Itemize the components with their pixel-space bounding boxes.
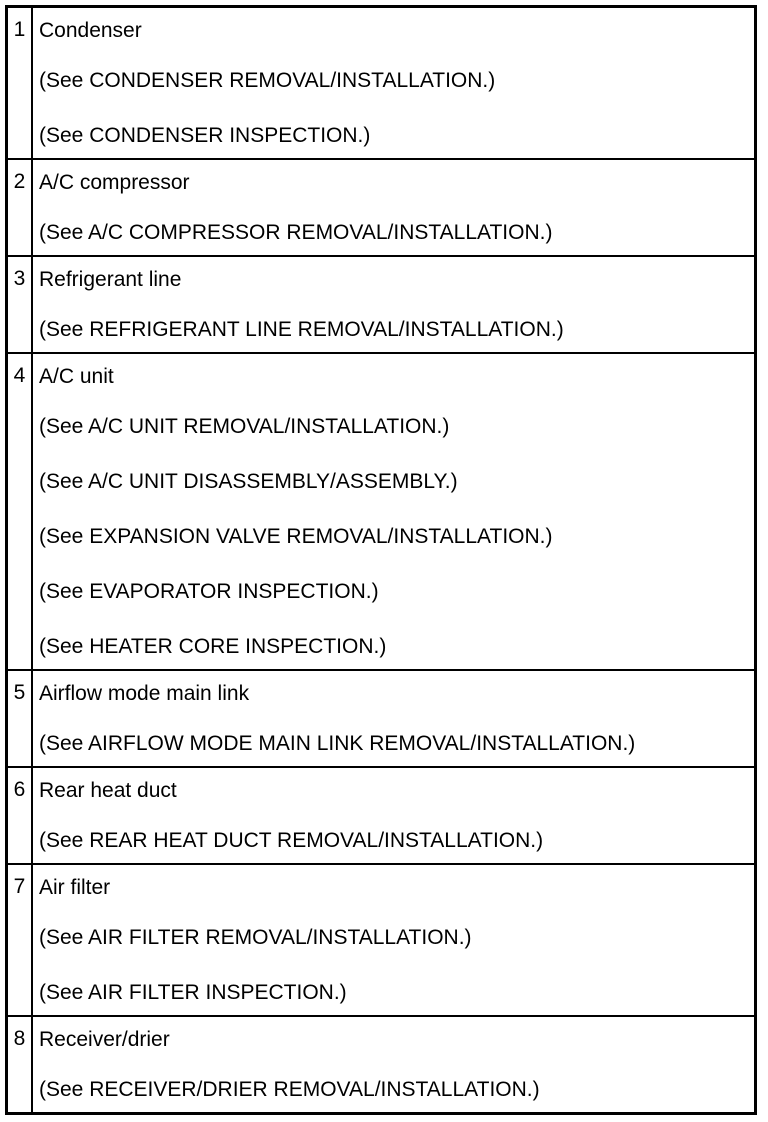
item-title: Refrigerant line bbox=[39, 268, 182, 291]
table-row bbox=[8, 1015, 754, 1112]
item-number: 5 bbox=[8, 671, 33, 766]
item-content bbox=[33, 1017, 754, 1112]
item-number: 4 bbox=[8, 354, 33, 669]
item-title: Airflow mode main link bbox=[39, 682, 250, 705]
item-number: 6 bbox=[8, 768, 33, 863]
table-row bbox=[8, 255, 754, 352]
procedure-reference: (See REFRIGERANT LINE REMOVAL/INSTALLATION.) bbox=[39, 318, 564, 341]
procedure-reference: (See A/C COMPRESSOR REMOVAL/INSTALLATION.) bbox=[39, 221, 553, 244]
item-content bbox=[33, 671, 754, 766]
procedure-reference: (See EVAPORATOR INSPECTION.) bbox=[39, 580, 379, 603]
table-row bbox=[8, 158, 754, 255]
table-row bbox=[8, 8, 754, 158]
procedure-reference: (See CONDENSER INSPECTION.) bbox=[39, 124, 371, 147]
procedure-reference: (See EXPANSION VALVE REMOVAL/INSTALLATION.) bbox=[39, 525, 553, 548]
item-content bbox=[33, 768, 754, 863]
item-title: Condenser bbox=[39, 19, 142, 42]
procedure-reference: (See RECEIVER/DRIER REMOVAL/INSTALLATION.) bbox=[39, 1078, 540, 1101]
item-content bbox=[33, 257, 754, 352]
item-title: A/C compressor bbox=[39, 171, 190, 194]
table-row bbox=[8, 766, 754, 863]
item-content bbox=[33, 865, 754, 1015]
procedure-reference: (See REAR HEAT DUCT REMOVAL/INSTALLATION.) bbox=[39, 829, 544, 852]
item-title: Receiver/drier bbox=[39, 1028, 170, 1051]
procedure-reference: (See CONDENSER REMOVAL/INSTALLATION.) bbox=[39, 69, 496, 92]
table-row bbox=[8, 352, 754, 669]
procedure-reference: (See A/C UNIT REMOVAL/INSTALLATION.) bbox=[39, 415, 450, 438]
item-title: Rear heat duct bbox=[39, 779, 177, 802]
procedure-reference: (See A/C UNIT DISASSEMBLY/ASSEMBLY.) bbox=[39, 470, 458, 493]
item-title: Air filter bbox=[39, 876, 111, 899]
procedure-reference: (See HEATER CORE INSPECTION.) bbox=[39, 635, 387, 658]
item-number: 8 bbox=[8, 1017, 33, 1112]
item-number: 7 bbox=[8, 865, 33, 1015]
item-number: 3 bbox=[8, 257, 33, 352]
table-row bbox=[8, 669, 754, 766]
item-content bbox=[33, 354, 754, 669]
item-number: 2 bbox=[8, 160, 33, 255]
procedure-reference: (See AIR FILTER REMOVAL/INSTALLATION.) bbox=[39, 926, 472, 949]
item-content bbox=[33, 160, 754, 255]
table-row bbox=[8, 863, 754, 1015]
item-content bbox=[33, 8, 754, 158]
parts-table bbox=[5, 5, 757, 1115]
item-title: A/C unit bbox=[39, 365, 114, 388]
procedure-reference: (See AIR FILTER INSPECTION.) bbox=[39, 981, 347, 1004]
item-number: 1 bbox=[8, 8, 33, 158]
procedure-reference: (See AIRFLOW MODE MAIN LINK REMOVAL/INSTALLATION.) bbox=[39, 732, 636, 755]
